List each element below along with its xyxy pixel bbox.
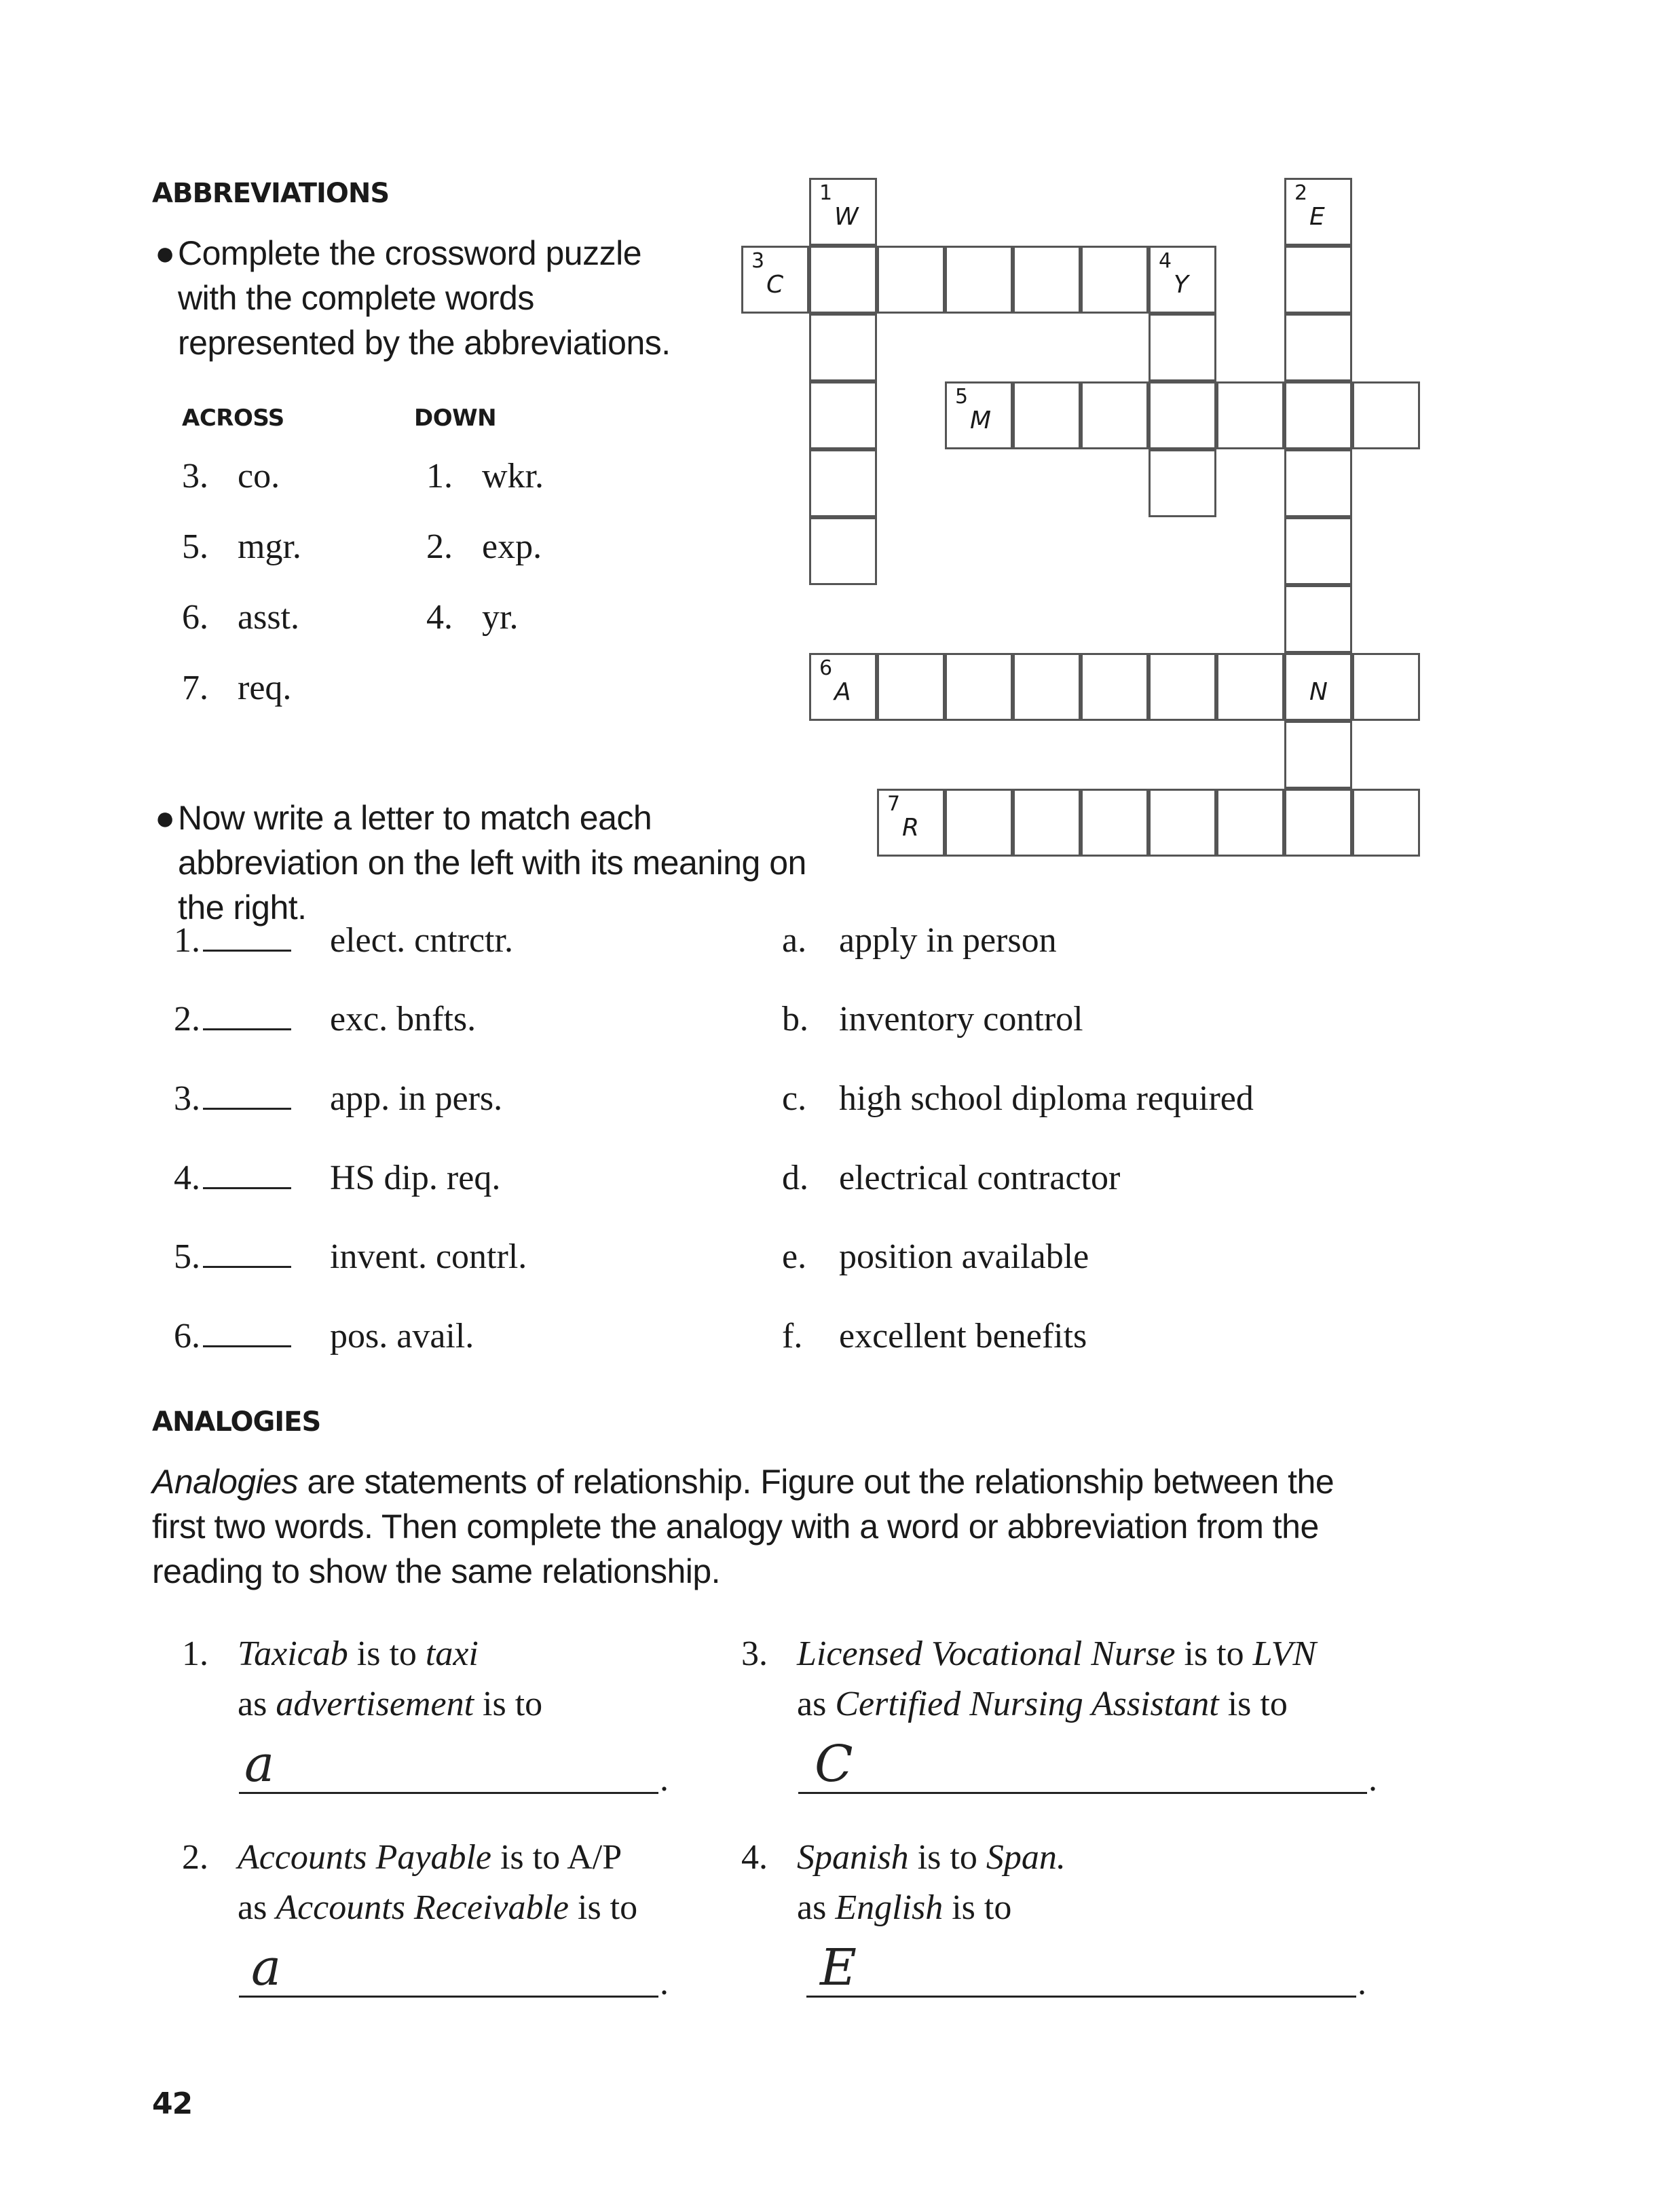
crossword-instruction-text: Complete the crossword puzzle with the complete words represented by the abbreviations. xyxy=(178,234,671,362)
crossword-cell[interactable] xyxy=(1284,721,1352,789)
match-item: 5. xyxy=(174,1237,291,1277)
down-clue: 4. yr. xyxy=(426,598,519,637)
crossword-cell[interactable] xyxy=(1216,653,1284,721)
crossword-cell[interactable] xyxy=(809,517,877,585)
match-item: 1. xyxy=(174,920,291,961)
matching-instruction-text: Now write a letter to match each abbreviation on the left with its meaning on the right. xyxy=(178,799,806,927)
crossword-cell[interactable] xyxy=(809,314,877,381)
section-title-analogies: ANALOGIES xyxy=(152,1406,321,1438)
analogy-2-answer: a xyxy=(251,1939,282,1997)
match-meaning: f. excellent benefits xyxy=(782,1317,1087,1355)
period: . xyxy=(1368,1760,1377,1799)
crossword-cell[interactable] xyxy=(945,789,1013,857)
crossword-cell[interactable] xyxy=(1284,585,1352,653)
analogy-4-answer: E xyxy=(820,1939,857,1997)
crossword-cell[interactable] xyxy=(1352,653,1420,721)
match-abbr: pos. avail. xyxy=(330,1317,474,1355)
crossword-cell[interactable] xyxy=(1013,653,1081,721)
crossword-cell[interactable] xyxy=(1352,381,1420,449)
bullet: ● xyxy=(155,799,175,837)
match-meaning: c. high school diploma required xyxy=(782,1079,1254,1118)
crossword-cell[interactable] xyxy=(1284,314,1352,381)
crossword-cell[interactable] xyxy=(945,653,1013,721)
analogy-4-answer-line[interactable] xyxy=(806,1996,1356,1998)
crossword-cell[interactable] xyxy=(809,246,877,314)
crossword-cell[interactable] xyxy=(877,653,945,721)
crossword-cell[interactable] xyxy=(1216,381,1284,449)
crossword-cell[interactable] xyxy=(1149,449,1216,517)
analogy-1-answer-line[interactable] xyxy=(239,1792,658,1794)
period: . xyxy=(660,1964,669,2002)
match-abbr: HS dip. req. xyxy=(330,1159,501,1197)
crossword-cell[interactable] xyxy=(877,246,945,314)
section-title-abbreviations: ABBREVIATIONS xyxy=(152,178,390,209)
bullet: ● xyxy=(155,234,175,272)
analogy-1-answer: a xyxy=(244,1735,275,1793)
analogy-3: 3. Licensed Vocational Nurse is to LVN as Certified Nursing Assistant is to xyxy=(741,1634,1317,1723)
crossword-cell[interactable] xyxy=(1013,789,1081,857)
crossword-cell[interactable] xyxy=(809,381,877,449)
analogy-1: 1. Taxicab is to taxi as advertisement is to xyxy=(182,1634,543,1723)
crossword-cell[interactable] xyxy=(1284,517,1352,585)
across-clue: 7. req. xyxy=(182,669,292,707)
match-meaning: d. electrical contractor xyxy=(782,1159,1121,1197)
crossword-cell[interactable] xyxy=(1216,789,1284,857)
match-item: 3. xyxy=(174,1079,291,1119)
crossword-cell[interactable] xyxy=(1284,789,1352,857)
analogy-2: 2. Accounts Payable is to A/P as Accounts Receivable is to xyxy=(182,1838,638,1927)
period: . xyxy=(660,1760,669,1799)
crossword-cell[interactable]: 3 C xyxy=(741,246,809,314)
crossword-cell[interactable]: 5 M xyxy=(945,381,1013,449)
down-clue: 1. wkr. xyxy=(426,457,544,495)
crossword-cell[interactable]: 7 R xyxy=(877,789,945,857)
crossword-cell[interactable] xyxy=(1352,789,1420,857)
page-number: 42 xyxy=(152,2087,193,2121)
crossword-cell[interactable]: 1 W xyxy=(809,178,877,246)
across-clue: 6. asst. xyxy=(182,598,299,637)
down-heading: DOWN xyxy=(414,405,497,432)
analogies-intro-text: are statements of relationship. Figure out the relationship between the first two words. Then complete the analogy with a word or abbreviation from the reading to show the same relationship. xyxy=(152,1463,1334,1590)
crossword-cell[interactable] xyxy=(1149,381,1216,449)
match-abbr: exc. bnfts. xyxy=(330,1000,477,1039)
crossword-cell[interactable] xyxy=(1081,246,1149,314)
analogy-3-answer: C xyxy=(815,1735,853,1793)
across-clue: 5. mgr. xyxy=(182,527,301,566)
match-meaning: a. apply in person xyxy=(782,921,1057,960)
match-abbr: elect. cntrctr. xyxy=(330,921,513,960)
crossword-cell[interactable] xyxy=(1081,789,1149,857)
analogies-intro xyxy=(152,1459,1347,1594)
crossword-cell[interactable]: 6 A xyxy=(809,653,877,721)
crossword-cell[interactable]: 4 Y xyxy=(1149,246,1216,314)
answer-blank[interactable] xyxy=(203,1318,291,1347)
answer-blank[interactable] xyxy=(203,1001,291,1030)
answer-blank[interactable] xyxy=(203,1239,291,1268)
analogies-term: Analogies xyxy=(152,1463,299,1501)
crossword-cell[interactable] xyxy=(1284,381,1352,449)
analogy-3-answer-line[interactable] xyxy=(798,1792,1367,1794)
crossword-cell[interactable] xyxy=(1149,789,1216,857)
answer-blank[interactable] xyxy=(203,1160,291,1189)
answer-blank[interactable] xyxy=(203,1081,291,1110)
crossword-instruction xyxy=(152,231,709,365)
analogy-2-answer-line[interactable] xyxy=(239,1996,658,1998)
crossword-cell[interactable]: 2 E xyxy=(1284,178,1352,246)
crossword-cell[interactable] xyxy=(809,449,877,517)
matching-instruction xyxy=(152,796,831,930)
down-clue: 2. exp. xyxy=(426,527,542,566)
match-meaning: b. inventory control xyxy=(782,1000,1083,1039)
match-item: 4. xyxy=(174,1158,291,1199)
match-item: 2. xyxy=(174,999,291,1040)
analogy-4: 4. Spanish is to Span. as English is to xyxy=(741,1838,1066,1927)
crossword-cell[interactable] xyxy=(1284,246,1352,314)
crossword-cell[interactable] xyxy=(1149,314,1216,381)
match-abbr: app. in pers. xyxy=(330,1079,503,1118)
crossword-grid xyxy=(0,0,1680,882)
crossword-cell[interactable] xyxy=(1013,381,1081,449)
across-heading: ACROSS xyxy=(182,405,284,432)
match-meaning: e. position available xyxy=(782,1237,1089,1276)
crossword-cell[interactable] xyxy=(1081,381,1149,449)
match-item: 6. xyxy=(174,1316,291,1357)
crossword-cell[interactable] xyxy=(1013,246,1081,314)
crossword-cell[interactable] xyxy=(1284,449,1352,517)
crossword-cell[interactable] xyxy=(1149,653,1216,721)
answer-blank[interactable] xyxy=(203,922,291,952)
crossword-cell[interactable]: N xyxy=(1284,653,1352,721)
match-abbr: invent. contrl. xyxy=(330,1237,527,1276)
crossword-cell[interactable] xyxy=(945,246,1013,314)
period: . xyxy=(1358,1964,1366,2002)
across-clue: 3. co. xyxy=(182,457,280,495)
crossword-cell[interactable] xyxy=(1081,653,1149,721)
